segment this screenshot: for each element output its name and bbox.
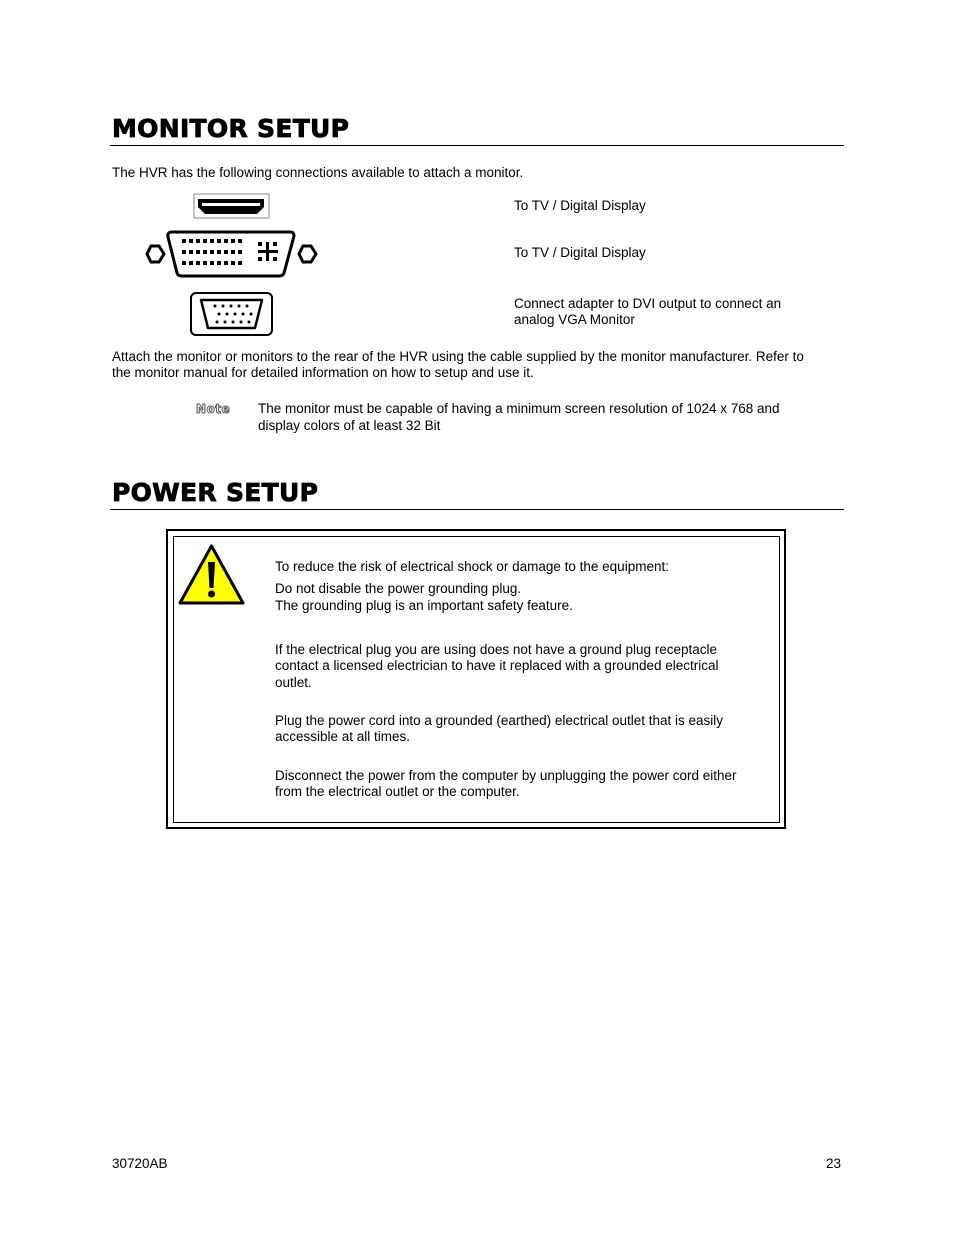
vga-description-line1: Connect adapter to DVI output to connect an: [514, 296, 782, 311]
warning-intro: To reduce the risk of electrical shock or damage to the equipment:: [275, 559, 669, 574]
hdmi-port-icon: [193, 193, 271, 220]
vga-description-line2: analog VGA Monitor: [514, 312, 635, 327]
note-text-line2: display colors of at least 32 Bit: [258, 418, 441, 433]
warning-outlet-line2: accessible at all times.: [275, 729, 411, 744]
warning-triangle-icon: [177, 543, 246, 606]
note-text-line1: The monitor must be capable of having a minimum screen resolution of 1024 x 768 and: [258, 401, 780, 416]
power-setup-rule: [110, 509, 844, 510]
monitor-setup-rule: [110, 145, 844, 146]
dvi-description: To TV / Digital Display: [514, 245, 646, 260]
warning-disconnect-line2: from the electrical outlet or the computer.: [275, 784, 520, 799]
attach-text-line2: the monitor manual for detailed information on how to setup and use it.: [112, 365, 534, 380]
hdmi-description: To TV / Digital Display: [514, 198, 646, 213]
monitor-setup-heading: MONITOR SETUP: [112, 114, 350, 143]
warning-ground-line2: The grounding plug is an important safety feature.: [275, 598, 573, 613]
power-setup-heading: POWER SETUP: [112, 478, 319, 507]
footer-doc-code: 30720AB: [112, 1156, 168, 1171]
warning-outlet-line1: Plug the power cord into a grounded (earthed) electrical outlet that is easily: [275, 713, 724, 728]
footer-page-number: 23: [825, 1156, 841, 1171]
warning-electrician-line2: contact a licensed electrician to have it replaced with a grounded electrical: [275, 658, 719, 673]
warning-disconnect-line1: Disconnect the power from the computer by unplugging the power cord either: [275, 768, 737, 783]
vga-port-icon: [189, 291, 275, 337]
note-label: Note: [196, 402, 231, 416]
dvi-port-icon: [144, 229, 320, 279]
attach-text-line1: Attach the monitor or monitors to the rear of the HVR using the cable supplied by the monitor manufacturer. Refer to: [112, 349, 804, 364]
monitor-intro-text: The HVR has the following connections available to attach a monitor.: [112, 165, 524, 180]
warning-electrician-line3: outlet.: [275, 675, 312, 690]
warning-ground-line1: Do not disable the power grounding plug.: [275, 581, 522, 596]
warning-electrician-line1: If the electrical plug you are using does not have a ground plug receptacle: [275, 642, 718, 657]
